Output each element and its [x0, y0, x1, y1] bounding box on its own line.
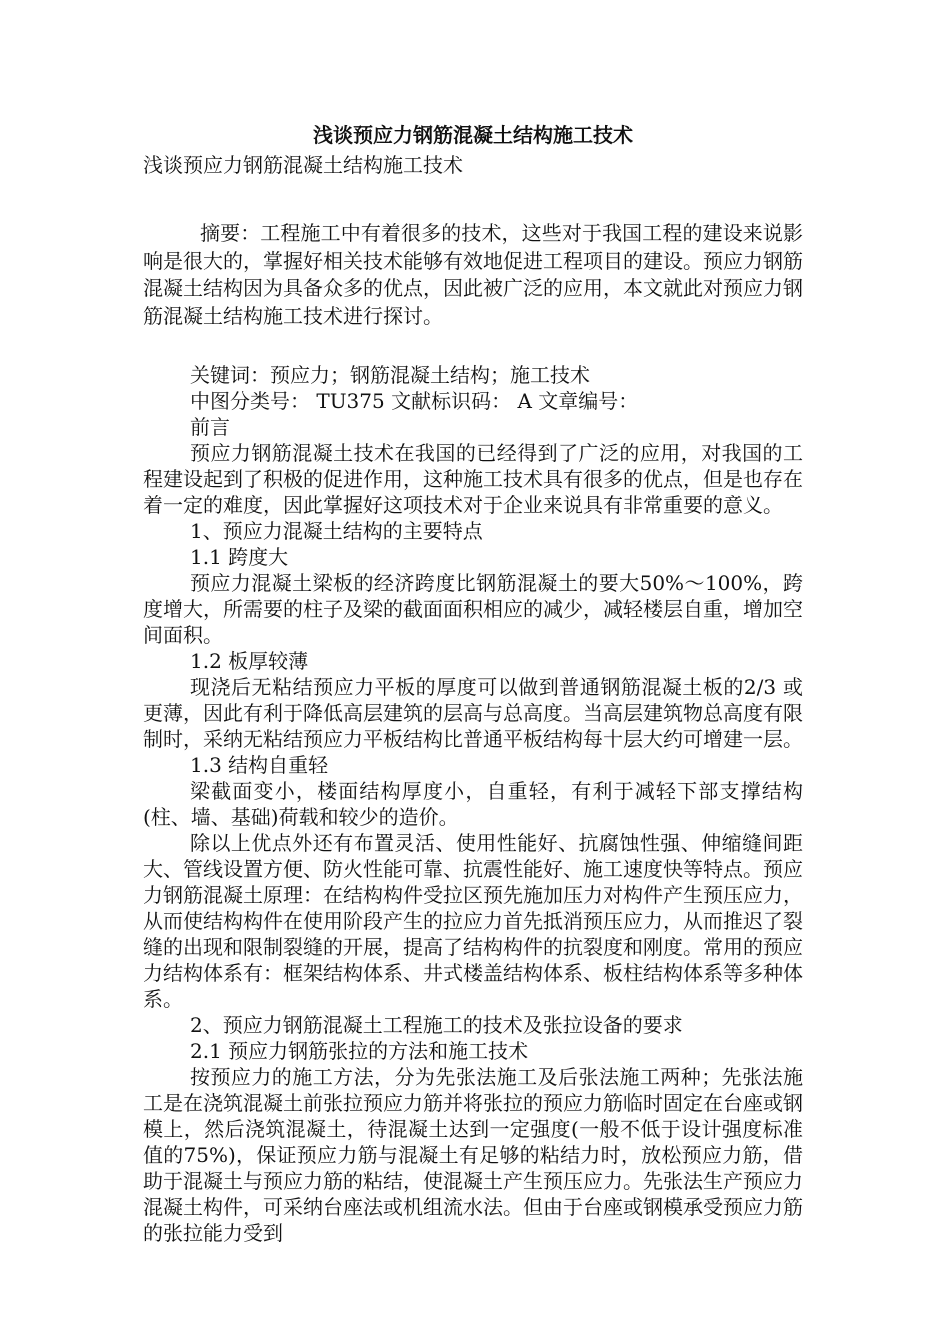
preface-paragraph: 预应力钢筋混凝土技术在我国的已经得到了广泛的应用，对我国的工程建设起到了积极的促进作用，这种施工技术具有很多的优点，但是也存在着一定的难度，因此掌握好这项技术对于企业来说具有非常重要的意义。 [143, 441, 803, 517]
abstract-paragraph: 摘要：工程施工中有着很多的技术，这些对于我国工程的建设来说影响是很大的，掌握好相关技术能够有效地促进工程项目的建设。预应力钢筋混凝土结构因为具备众多的优点，因此被广泛的应用，本文就此对预应力钢筋混凝土结构施工技术进行探讨。 [143, 221, 803, 328]
section-1-1-paragraph: 预应力混凝土梁板的经济跨度比钢筋混凝土的要大50%～100%，跨度增大，所需要的柱子及梁的截面面积相应的减少，减轻楼层自重，增加空间面积。 [143, 571, 803, 647]
section-1-1-heading: 1.1 跨度大 [190, 545, 289, 569]
section-1-heading: 1、预应力混凝土结构的主要特点 [190, 519, 483, 543]
document-title: 浅谈预应力钢筋混凝土结构施工技术 [313, 123, 633, 147]
section-1-3-heading: 1.3 结构自重轻 [190, 753, 329, 777]
keywords-line: 关键词：预应力；钢筋混凝土结构；施工技术 [190, 363, 590, 387]
metadata-block [143, 362, 803, 440]
section-2-1-paragraph: 按预应力的施工方法，分为先张法施工及后张法施工两种；先张法施工是在浇筑混凝土前张拉预应力筋并将张拉的预应力筋临时固定在台座或钢模上，然后浇筑混凝土，待混凝土达到一定强度(一般不低于设计强度标准值的75%)，保证预应力筋与混凝土有足够的粘结力时，放松预应力筋，借助于混凝土与预应力筋的粘结，使混凝土产生预压应力。先张法生产预应力混凝土构件，可采纳台座法或机组流水法。但由于台座或钢模承受预应力筋的张拉能力受到 [143, 1065, 803, 1245]
section-1-2-heading: 1.2 板厚较薄 [190, 649, 309, 673]
section-2-1-heading: 2.1 预应力钢筋张拉的方法和施工技术 [190, 1039, 529, 1063]
document-page [143, 118, 803, 1246]
document-subtitle: 浅谈预应力钢筋混凝土结构施工技术 [143, 153, 463, 177]
section-2-heading: 2、预应力钢筋混凝土工程施工的技术及张拉设备的要求 [190, 1013, 683, 1037]
section-1-3-paragraph: 梁截面变小，楼面结构厚度小，自重轻，有利于减轻下部支撑结构(柱、墙、基础)荷载和较少的造价。 [143, 779, 803, 829]
classification-line: 中图分类号： TU375 文献标识码： A 文章编号： [190, 389, 639, 413]
section-1-extra-paragraph: 除以上优点外还有布置灵活、使用性能好、抗腐蚀性强、伸缩缝间距大、管线设置方便、防火性能可靠、抗震性能好、施工速度快等特点。预应力钢筋混凝土原理：在结构构件受拉区预先施加压力对构件产生预压应力，从而使结构构件在使用阶段产生的拉应力首先抵消预压应力，从而推迟了裂缝的出现和限制裂缝的开展，提高了结构构件的抗裂度和刚度。常用的预应力结构体系有：框架结构体系、井式楼盖结构体系、板柱结构体系等多种体系。 [143, 831, 803, 1011]
section-1-2-paragraph: 现浇后无粘结预应力平板的厚度可以做到普通钢筋混凝土板的2/3 或更薄，因此有利于降低高层建筑的层高与总高度。当高层建筑物总高度有限制时，采纳无粘结预应力平板结构比普通平板结构每十层大约可增建一层。 [143, 675, 803, 751]
preface-heading: 前言 [190, 415, 230, 439]
